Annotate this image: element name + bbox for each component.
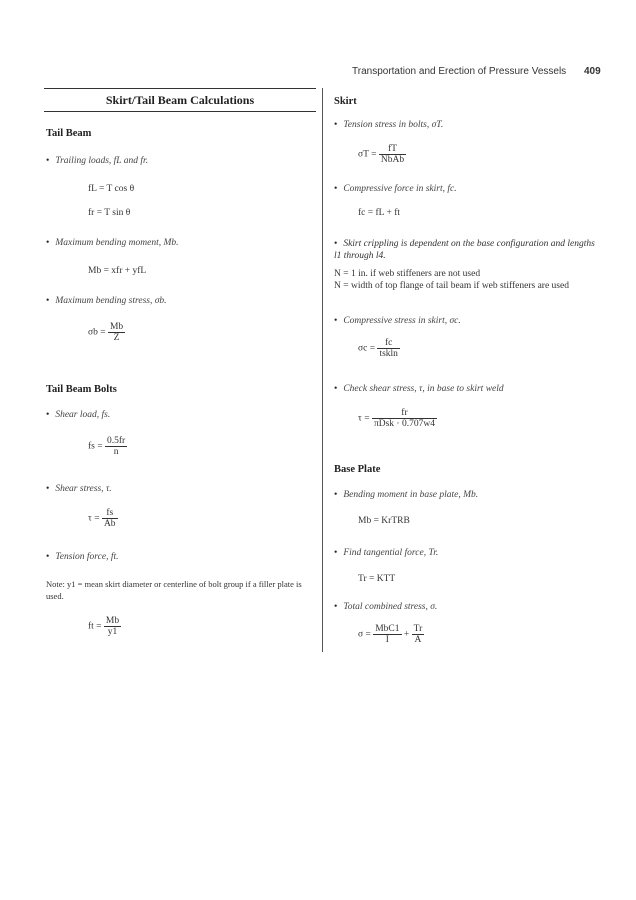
page-number: 409 (584, 66, 601, 77)
bullet-trailing-loads: • Trailing loads, fL and fr. (46, 156, 149, 166)
equation-sigma-total: σ = $\frac{\text{MbC1}}{I}$ + $\frac{Tr}{A}$ (358, 624, 423, 645)
equation-mb-base: Mb = KrTRB (358, 516, 410, 526)
note-n2: N = width of top flange of tail beam if web stiffeners are used (334, 281, 569, 291)
heading-base-plate: Base Plate (334, 464, 381, 475)
heading-tail-beam: Tail Beam (46, 128, 92, 139)
equation-ft: ft = $\frac{Mb}{y1}$ (88, 616, 120, 637)
equation-fr: fr = T sin θ (88, 208, 131, 218)
bullet-total-combined-stress: • Total combined stress, σ. (334, 602, 438, 612)
equation-fc: fc = fL + ft (358, 208, 401, 218)
bullet-shear-load: • Shear load, fs. (46, 410, 111, 420)
note-n1: N = 1 in. if web stiffeners are not used (334, 269, 481, 279)
column-divider (322, 88, 323, 652)
equation-mb: Mb = xfr + yfL (88, 266, 147, 276)
bullet-compressive-stress: • Compressive stress in skirt, σc. (334, 316, 461, 326)
running-title: Transportation and Erection of Pressure Vessels (352, 66, 567, 77)
equation-sigma-c: σc = $\frac{fc}{\text{tskln}}$ (358, 338, 398, 359)
bullet-tension-force: • Tension force, ft. (46, 552, 119, 562)
bullet-max-bending-moment: • Maximum bending moment, Mb. (46, 238, 179, 248)
bullet-shear-stress: • Shear stress, τ. (46, 484, 112, 494)
section-box-title: Skirt/Tail Beam Calculations (44, 88, 316, 112)
equation-sigma-t: σT = $\frac{fT}{\text{NbAb}}$ (358, 144, 405, 165)
equation-fs: fs = $\frac{0.5fr}{n}$ (88, 436, 126, 457)
bullet-tangential-force: • Find tangential force, Tr. (334, 548, 439, 558)
bullet-bending-moment-base: • Bending moment in base plate, Mb. (334, 490, 479, 500)
equation-tau-weld: τ = $\frac{fr}{\text{πDsk · 0.707w4}}$ (358, 408, 435, 429)
equation-fl: fL = T cos θ (88, 184, 135, 194)
heading-skirt: Skirt (334, 96, 357, 107)
bullet-tension-stress-bolts: • Tension stress in bolts, σT. (334, 120, 444, 130)
bullet-compressive-force: • Compressive force in skirt, fc. (334, 184, 457, 194)
running-head (352, 66, 602, 77)
equation-tr: Tr = KTT (358, 574, 396, 584)
equation-sigma-b: σb = $\frac{Mb}{Z}$ (88, 322, 124, 343)
equation-tau: τ = $\frac{fs}{Ab}$ (88, 508, 116, 529)
bullet-max-bending-stress: • Maximum bending stress, σb. (46, 296, 167, 306)
note-y1: Note: y1 = mean skirt diameter or centerline of bolt group if a filler plate is used. (46, 579, 302, 601)
heading-tail-beam-bolts: Tail Beam Bolts (46, 384, 117, 395)
bullet-skirt-crippling: • Skirt crippling is dependent on the base configuration and lengths l1 through l4. (334, 239, 595, 261)
bullet-check-shear-stress: • Check shear stress, τ, in base to skirt weld (334, 384, 504, 394)
